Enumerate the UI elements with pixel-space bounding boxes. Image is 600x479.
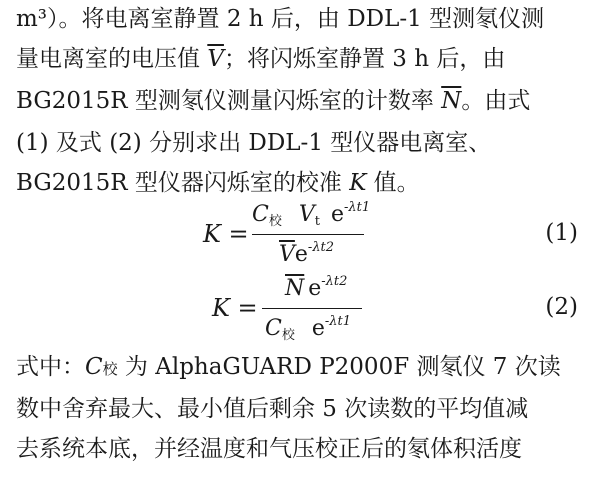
var-v: V: [298, 202, 315, 227]
var-k: K: [349, 170, 367, 196]
var-v-bar: $\overline{V}$: [279, 242, 295, 267]
eq2-lhs: K =: [212, 294, 258, 322]
eq1-lhs: K =: [203, 220, 249, 248]
text-line-1: m³）。将电离室静置 2 h 后，由 DDL-1 型测氡仪测: [16, 6, 545, 32]
text-segment: 式中：: [16, 354, 85, 380]
eq1-numerator: [252, 200, 370, 229]
equation-number-2: (2): [545, 294, 578, 320]
fraction-bar: [252, 234, 364, 235]
text-segment: 。由式: [461, 88, 531, 114]
exp-base: e: [294, 242, 308, 267]
subscript: 校: [102, 360, 118, 378]
exponent: -λt2: [321, 274, 348, 289]
text-line-7: 数中舍弃最大、最小值后剩余 5 次读数的平均值减: [16, 396, 529, 422]
var-c: C: [265, 316, 282, 341]
equation-number-1: (1): [545, 220, 578, 246]
text-line-3: [16, 84, 530, 118]
text-segment: ；将闪烁室静置 3 h 后，由: [223, 46, 506, 72]
exp-base: e: [311, 316, 325, 341]
text-segment: 为 AlphaGUARD P2000F 测氡仪 7 次读: [117, 354, 561, 380]
text-segment: BG2015R 型仪器闪烁室的校准: [16, 170, 350, 196]
eq2-numerator: [285, 274, 347, 301]
var-v-bar: $\overline{V}$: [207, 46, 224, 72]
text-line-2: [16, 42, 505, 76]
text-line-4: (1) 及式 (2) 分别求出 DDL-1 型仪器电离室、: [16, 130, 492, 156]
eq2-denominator: [265, 314, 351, 343]
var-n-bar: $\overline{N}$: [441, 88, 462, 114]
text-segment: 值。: [366, 170, 420, 196]
subscript: 校: [268, 214, 282, 229]
text-segment: 量电离室的电压值: [16, 46, 208, 72]
text-line-8: 去系统本底，并经温度和气压校正后的氡体积活度: [16, 436, 522, 462]
text-line-5: [16, 166, 420, 200]
exponent: -λt1: [344, 200, 371, 215]
exponent: -λt2: [307, 240, 335, 255]
fraction-bar: [262, 308, 362, 309]
var-c: C: [85, 354, 103, 380]
var-c: C: [252, 202, 269, 227]
exponent: -λt1: [324, 314, 352, 329]
text-line-6: [16, 350, 561, 386]
exp-base: e: [330, 202, 345, 227]
text-segment: BG2015R 型测氡仪测量闪烁室的计数率: [16, 88, 442, 114]
subscript: 校: [281, 328, 295, 343]
var-n-bar: $\overline{N}$: [285, 276, 305, 301]
eq1-denominator: [279, 240, 334, 267]
exp-base: e: [308, 276, 322, 301]
subscript: t: [314, 214, 320, 229]
